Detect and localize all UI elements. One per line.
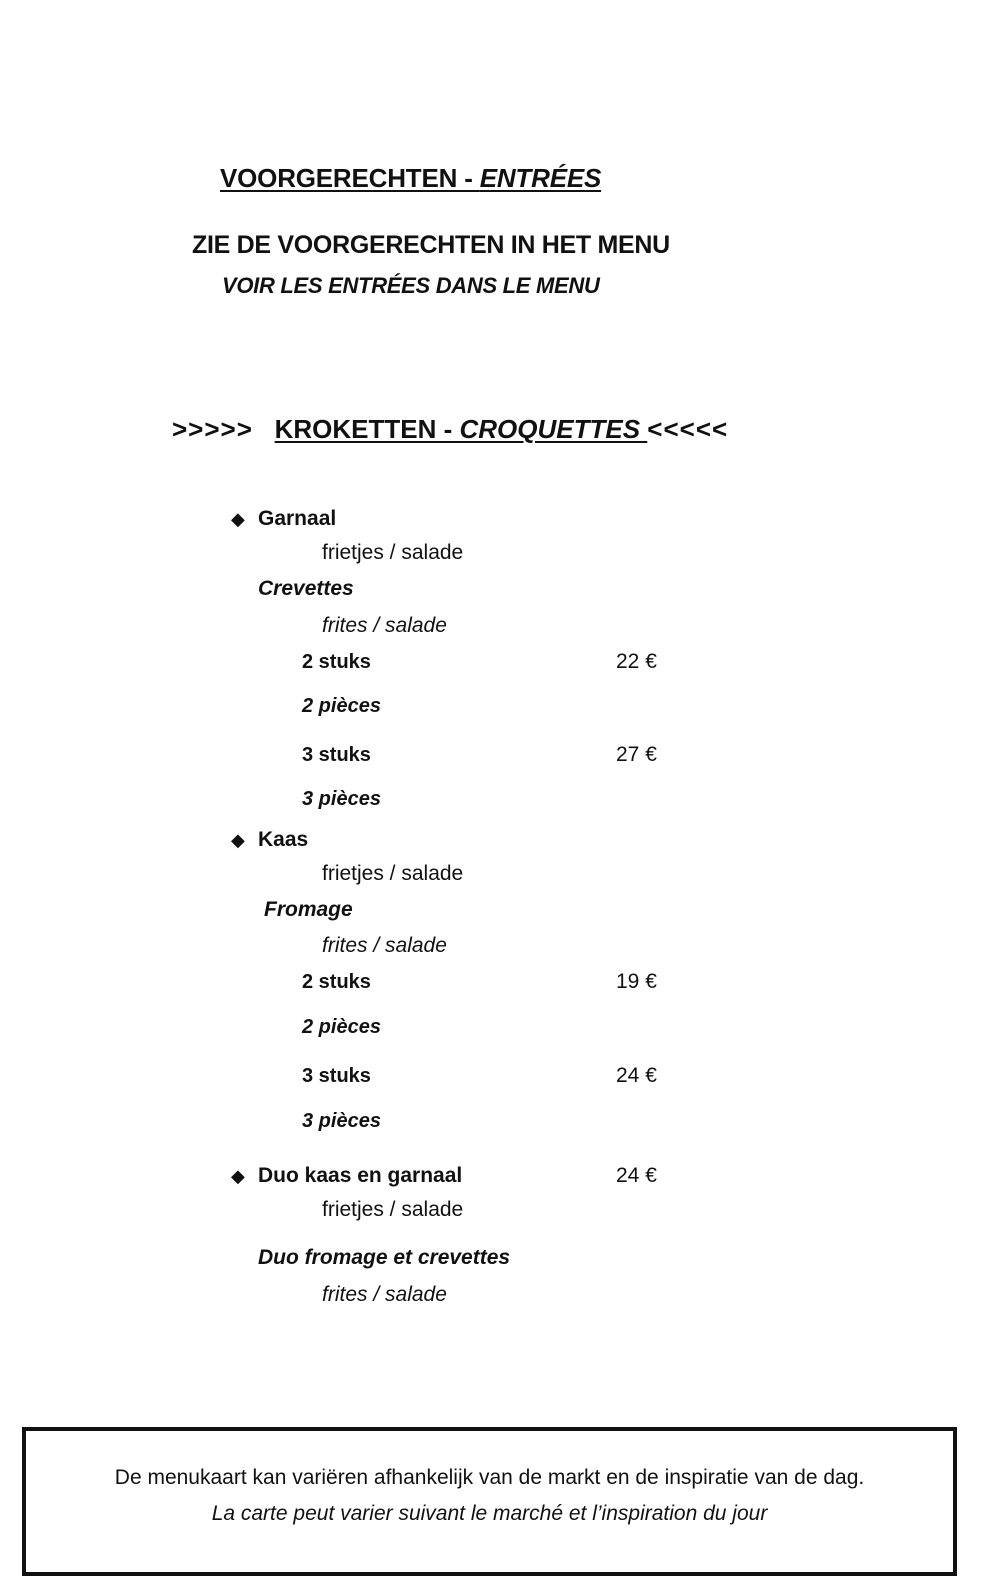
starters-note-fr: VOIR LES ENTRÉES DANS LE MENU xyxy=(222,273,600,298)
starters-note-nl: ZIE DE VOORGERECHTEN IN HET MENU xyxy=(192,231,670,259)
option-qty-nl: 2 stuks xyxy=(302,971,371,993)
item-side-nl: frietjes / salade xyxy=(322,1198,464,1221)
croquettes-title-fr: CROQUETTES xyxy=(459,414,648,444)
item-name-nl: Garnaal xyxy=(258,507,337,530)
starters-heading xyxy=(220,163,601,194)
option-price: 22 € xyxy=(616,650,657,673)
arrows-right: <<<<< xyxy=(647,414,729,444)
footer-note-fr: La carte peut varier suivant le marché et l’inspiration du jour xyxy=(211,1502,768,1525)
item-name-nl: Kaas xyxy=(258,828,309,851)
item-name-fr: Fromage xyxy=(264,898,353,921)
item-name-fr: Crevettes xyxy=(258,577,354,600)
item-name-fr: Duo fromage et crevettes xyxy=(258,1246,511,1269)
starters-title-nl: VOORGERECHTEN - xyxy=(220,163,480,193)
option-qty-fr: 3 pièces xyxy=(302,788,381,810)
option-qty-fr: 3 pièces xyxy=(302,1110,381,1132)
option-price: 27 € xyxy=(616,743,657,766)
diamond-bullet-icon: ◆ xyxy=(231,1166,245,1186)
item-side-fr: frites / salade xyxy=(322,934,447,957)
diamond-bullet-icon: ◆ xyxy=(231,830,245,850)
option-qty-fr: 2 pièces xyxy=(302,1016,381,1038)
item-price: 24 € xyxy=(616,1164,657,1187)
croquettes-title-nl: KROKETTEN - xyxy=(274,414,460,444)
croquettes-heading xyxy=(172,414,728,445)
arrows-left: >>>>> xyxy=(172,414,253,444)
diamond-bullet-icon: ◆ xyxy=(231,509,245,529)
croquettes-title xyxy=(275,414,648,444)
item-side-nl: frietjes / salade xyxy=(322,541,464,564)
option-qty-fr: 2 pièces xyxy=(302,695,381,717)
option-price: 24 € xyxy=(616,1064,657,1087)
footer-notice-box xyxy=(22,1427,957,1576)
option-price: 19 € xyxy=(616,970,657,993)
item-name-nl: Duo kaas en garnaal xyxy=(258,1164,463,1187)
footer-note-nl: De menukaart kan variëren afhankelijk van de markt en de inspiratie van de dag. xyxy=(114,1466,865,1489)
option-qty-nl: 2 stuks xyxy=(302,651,371,673)
option-qty-nl: 3 stuks xyxy=(302,744,371,766)
option-qty-nl: 3 stuks xyxy=(302,1065,371,1087)
item-side-nl: frietjes / salade xyxy=(322,862,464,885)
starters-title-fr: ENTRÉES xyxy=(479,163,602,193)
item-side-fr: frites / salade xyxy=(322,614,447,637)
item-side-fr: frites / salade xyxy=(322,1283,447,1306)
